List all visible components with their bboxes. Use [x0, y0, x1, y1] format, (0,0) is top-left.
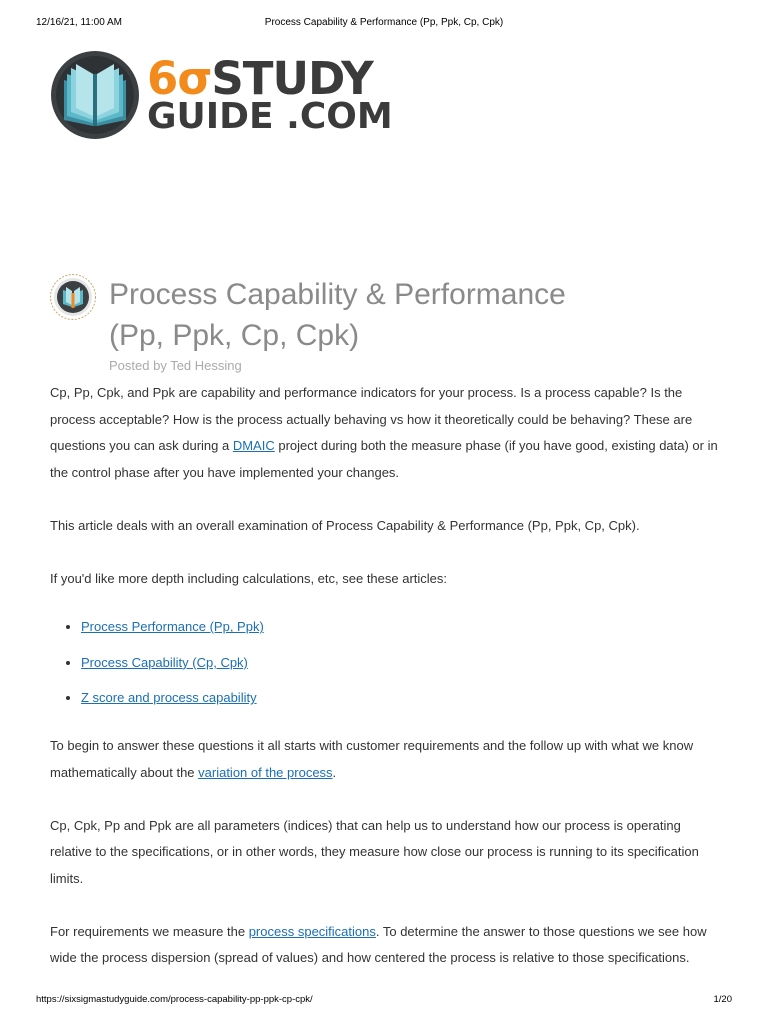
print-header: [36, 17, 732, 31]
paragraph-text: .: [332, 764, 337, 780]
print-date: 12/16/21, 11:00 AM: [36, 17, 122, 28]
list-item: [81, 618, 718, 636]
print-page-title: Process Capability & Performance (Pp, Ppk, Cp, Cpk): [264, 17, 504, 28]
variation-link[interactable]: variation of the process: [198, 764, 333, 780]
logo-six: 6: [147, 52, 178, 105]
list-item: [81, 654, 718, 672]
book-icon: [50, 50, 140, 140]
posted-by-label: Posted by: [109, 358, 171, 373]
post-title-line-1: Process Capability & Performance: [109, 278, 566, 311]
paragraph-text: . To determine the answer to those questions we see how wide the process dispersion (spread of values) and how centered the process is relative to those specifications.: [50, 923, 707, 966]
post-title: [109, 274, 669, 356]
print-footer: [36, 994, 732, 1008]
author-avatar[interactable]: [50, 274, 96, 320]
process-capability-link[interactable]: Process Capability (Cp, Cpk): [81, 654, 248, 670]
paragraph-text: For requirements we measure the: [50, 923, 249, 939]
paragraph-customer-requirements: [50, 733, 718, 786]
page-counter: 1/20: [713, 994, 732, 1005]
article-body: [50, 380, 718, 998]
paragraph-overview: This article deals with an overall examination of Process Capability & Performance (Pp, Ppk, Cp, Cpk).: [50, 517, 640, 533]
logo-sigma: σ: [177, 52, 212, 105]
paragraph-text: Cp, Pp, Cpk, and Ppk are capability and performance indicators for your process. Is a process capable? Is the process acceptable? How is the process actually behaving vs how it theoretically could be behaving? These are questions you can ask during a: [50, 385, 693, 454]
logo-line-1: [147, 52, 393, 105]
post-meta: [109, 358, 242, 373]
dmaic-link[interactable]: DMAIC: [232, 438, 275, 454]
paragraph-intro: [50, 380, 718, 487]
logo-wordmark: [147, 52, 393, 137]
paragraph-indices: Cp, Cpk, Pp and Ppk are all parameters (indices) that can help us to understand how our process is operating relative to the specifications, or in other words, they measure how close our process is running to its specification limits.: [50, 817, 699, 887]
list-item: [81, 689, 718, 707]
paragraph-text: project during both the measure phase (if you have good, existing data) or in the control phase after you have implemented your changes.: [50, 438, 718, 481]
process-specifications-link[interactable]: process specifications: [248, 923, 376, 939]
paragraph-text: To begin to answer these questions it all starts with customer requirements and the follow up with what we know mathematically about the: [50, 738, 694, 780]
logo-study: STUDY: [211, 52, 373, 105]
post-title-line-2: (Pp, Ppk, Cp, Cpk): [109, 319, 360, 352]
author-name[interactable]: Ted Hessing: [170, 358, 242, 373]
z-score-link[interactable]: Z score and process capability: [81, 690, 257, 706]
site-logo[interactable]: [50, 50, 400, 140]
paragraph-specifications: [50, 919, 718, 972]
paragraph-more-depth: If you'd like more depth including calculations, etc, see these articles:: [50, 570, 448, 586]
related-articles-list: [81, 618, 718, 707]
print-url: https://sixsigmastudyguide.com/process-capability-pp-ppk-cp-cpk/: [36, 994, 313, 1005]
logo-line-2: GUIDE .COM: [147, 96, 393, 137]
process-performance-link[interactable]: Process Performance (Pp, Ppk): [81, 619, 264, 635]
